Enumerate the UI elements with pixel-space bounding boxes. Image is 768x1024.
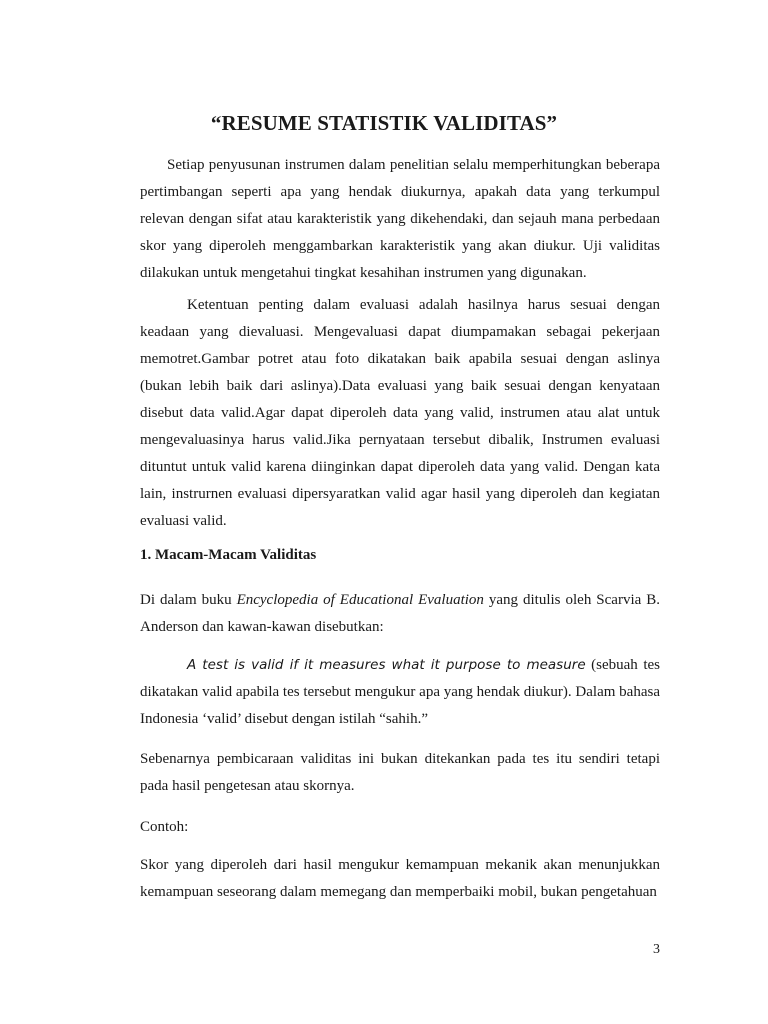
paragraph-citation-text: [140, 587, 660, 641]
paragraph-example: [140, 852, 660, 906]
definition-after-text: (sebuah tes dikatakan valid apabila tes tersebut mengukur apa yang hendak diukur). Dalam bahasa Indonesia ‘valid’ disebut dengan istilah “sahih.”: [140, 657, 661, 727]
paragraph-intro-text: Setiap penyusunan instrumen dalam penelitian selalu memperhitungkan beberapa pertimbangan seperti apa yang hendak diukurnya, apakah data yang terkumpul relevan dengan sifat atau karakteristik yang dikehendaki, dan sejauh mana perbedaan skor yang diperoleh menggambarkan karakteristik yang akan diukur. Uji validitas dilakukan untuk mengetahui tingkat kesahihan instrumen yang digunakan.: [140, 157, 660, 281]
section-heading: 1. Macam-Macam Validitas: [140, 547, 317, 563]
paragraph-definition-text: [140, 652, 660, 733]
paragraph-definition: [140, 652, 660, 733]
paragraph-example-label: [140, 814, 660, 841]
paragraph-intro: [140, 152, 660, 287]
paragraph-ketentuan: [140, 292, 660, 535]
paragraph-example-text: Skor yang diperoleh dari hasil mengukur kemampuan mekanik akan menunjukkan kemampuan seseorang dalam memegang dan memperbaiki mobil, bukan pengetahuan: [140, 857, 660, 900]
paragraph-ketentuan-text: Ketentuan penting dalam evaluasi adalah hasilnya harus sesuai dengan keadaan yang dievaluasi. Mengevaluasi dapat diumpamakan sebagai pekerjaan memotret.Gambar potret atau foto dikatakan baik apabila sesuai dengan aslinya (bukan lebih baik dari aslinya).Data evaluasi yang baik sesuai dengan kenyataan disebut data valid.Agar dapat diperoleh data yang valid, instrumen atau alat untuk mengevaluasinya harus valid.Jika pernyataan tersebut dibalik, Instrumen evaluasi dituntut untuk valid karena diinginkan dapat diperoleh data yang valid. Dengan kata lain, instrurnen evaluasi dipersyaratkan valid agar hasil yang diperoleh dan kegiatan evaluasi valid.: [140, 297, 660, 529]
citation-before-text: Di dalam buku: [140, 592, 237, 608]
book-title: Encyclopedia of Educational Evaluation: [236, 592, 484, 608]
english-quote: A test is valid if it measures what it purpose to measure: [187, 657, 586, 673]
document-title: “RESUME STATISTIK VALIDITAS”: [210, 111, 558, 135]
page-number: 3: [653, 942, 660, 957]
example-label: Contoh:: [140, 819, 189, 835]
paragraph-citation: [140, 587, 660, 641]
citation-after-text: yang ditulis oleh Scarvia B. Anderson dan kawan-kawan disebutkan:: [140, 592, 660, 635]
paragraph-emphasis-text: Sebenarnya pembicaraan validitas ini bukan ditekankan pada tes itu sendiri tetapi pada hasil pengetesan atau skornya.: [140, 751, 660, 794]
paragraph-emphasis: [140, 746, 660, 800]
